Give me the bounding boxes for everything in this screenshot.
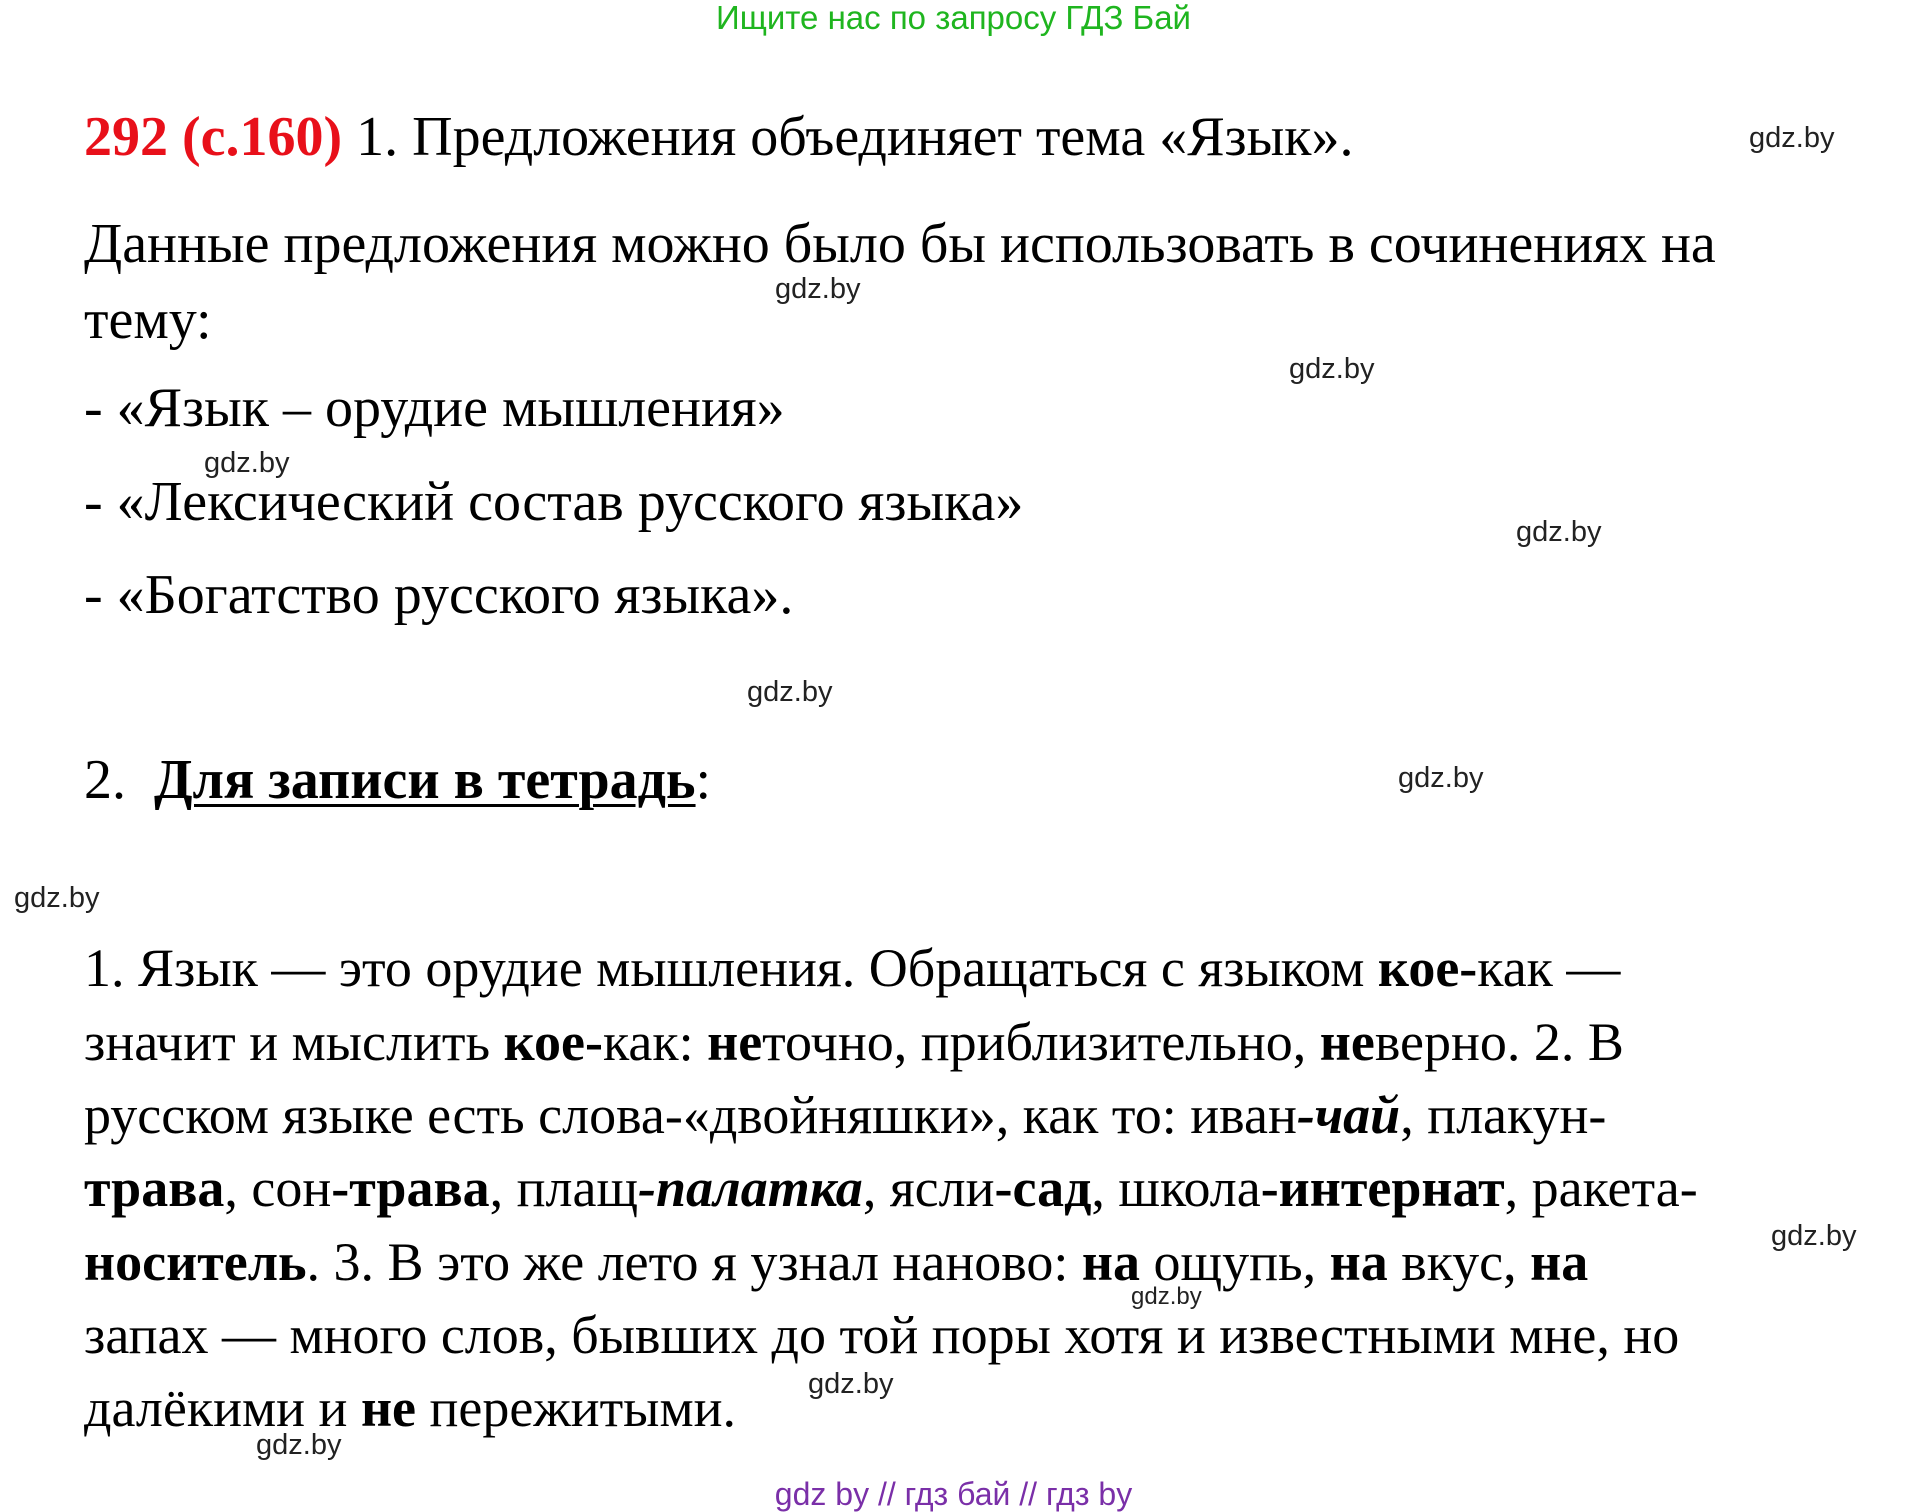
intro-line-1: Данные предложения можно было бы использовать в сочинениях на: [84, 213, 1716, 275]
bold-run: на: [1329, 1232, 1388, 1292]
bold-run: -интернат: [1260, 1158, 1505, 1218]
text-run: точно, приблизительно,: [762, 1012, 1320, 1072]
task-number: 292 (с.160): [84, 106, 343, 168]
watermark: gdz.by: [747, 676, 833, 708]
watermark: gdz.by: [1749, 122, 1835, 154]
bold-run: не: [1319, 1012, 1375, 1072]
task-heading-text: 1. Предложения объединяет тема «Язык».: [342, 106, 1354, 168]
text-run: , сон: [224, 1158, 332, 1218]
text-run: как —: [1477, 938, 1621, 998]
bold-run: на: [1530, 1232, 1589, 1292]
top-banner: Ищите нас по запросу ГДЗ Бай: [716, 0, 1191, 36]
paragraph-line-6: [84, 1305, 1679, 1365]
watermark: gdz.by: [1131, 1283, 1202, 1310]
text-run: , плащ: [489, 1158, 639, 1218]
paragraph-line-4: [84, 1158, 1698, 1218]
section-2-colon: :: [695, 749, 712, 811]
watermark: gdz.by: [14, 882, 100, 914]
watermark: gdz.by: [256, 1429, 342, 1461]
text-run: запах — много слов, бывших до той поры хотя и известными мне, но: [84, 1305, 1680, 1365]
watermark: gdz.by: [1289, 353, 1375, 385]
paragraph-line-1: [84, 938, 1620, 998]
topic-item: - «Язык – орудие мышления»: [84, 377, 785, 439]
bold-run: -трава: [331, 1158, 490, 1218]
text-run: ощупь,: [1139, 1232, 1330, 1292]
watermark: gdz.by: [1771, 1220, 1857, 1252]
bold-run: кое-: [503, 1012, 603, 1072]
text-run: вкус,: [1387, 1232, 1531, 1292]
paragraph-line-2: [84, 1012, 1624, 1072]
bold-italic-run: -палатка: [638, 1158, 863, 1218]
text-run: , ракета-: [1504, 1158, 1698, 1218]
watermark: gdz.by: [1398, 762, 1484, 794]
bold-run: кое-: [1377, 938, 1478, 998]
text-run: . 3. В это же лето я узнал наново:: [306, 1232, 1082, 1292]
section-2-heading: [84, 748, 711, 812]
bold-run: на: [1081, 1232, 1140, 1292]
text-run: , плакун-: [1400, 1085, 1607, 1145]
text-run: 1. Язык — это орудие мышления. Обращаться с языком: [84, 938, 1378, 998]
bold-run: трава: [84, 1158, 225, 1218]
task-heading: [84, 105, 1354, 169]
text-run: далёкими и: [84, 1378, 361, 1438]
paragraph-line-7: [84, 1378, 736, 1438]
topic-item: - «Богатство русского языка».: [84, 564, 794, 626]
bold-run: не: [707, 1012, 763, 1072]
text-run: , ясли: [862, 1158, 995, 1218]
footer-links: gdz by // гдз бай // гдз by: [774, 1476, 1133, 1512]
intro-line-2: тему:: [84, 289, 212, 351]
watermark: gdz.by: [204, 447, 290, 479]
watermark: gdz.by: [775, 273, 861, 305]
watermark: gdz.by: [1516, 516, 1602, 548]
text-run: значит и мыслить: [84, 1012, 504, 1072]
bold-run: не: [360, 1378, 417, 1438]
text-run: верно. 2. В: [1374, 1012, 1624, 1072]
paragraph-line-5: [84, 1232, 1588, 1292]
text-run: пережитыми.: [416, 1378, 737, 1438]
bold-italic-run: -чай: [1296, 1085, 1401, 1145]
section-2-number: 2.: [84, 749, 126, 811]
text-run: русском языке есть слова-«двойняшки», как то: иван: [84, 1085, 1297, 1145]
text-run: , школа: [1091, 1158, 1261, 1218]
bold-run: носитель: [84, 1232, 307, 1292]
section-2-title: Для записи в тетрадь: [154, 749, 696, 811]
topic-item: - «Лексический состав русского языка»: [84, 471, 1024, 533]
bold-run: -сад: [994, 1158, 1092, 1218]
paragraph-line-3: [84, 1085, 1606, 1145]
text-run: как:: [602, 1012, 708, 1072]
watermark: gdz.by: [808, 1368, 894, 1400]
